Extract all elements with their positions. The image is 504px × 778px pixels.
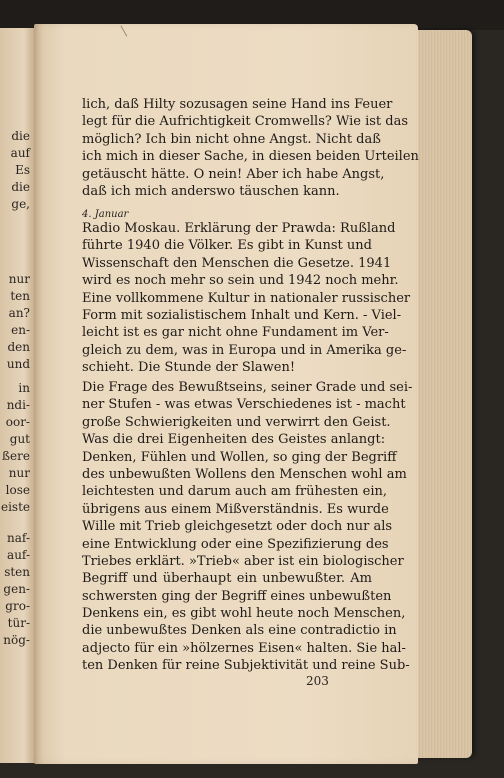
text-line: die unbewußtes Denken als eine contradictio in bbox=[82, 623, 397, 639]
text-line: gleich zu dem, was in Europa und in Amerika ge- bbox=[82, 342, 407, 358]
left-fragment-line: ten bbox=[10, 289, 30, 303]
text-line: Denkens ein, es gibt wohl heute noch Menschen, bbox=[82, 606, 406, 622]
previous-page bbox=[0, 28, 34, 763]
text-line: Was die drei Eigenheiten des Geistes anlangt: bbox=[82, 432, 386, 448]
left-fragment-line: und bbox=[6, 357, 30, 371]
text-line: lich, daß Hilty sozusagen seine Hand ins Feuer bbox=[82, 97, 393, 112]
text-line: ich mich in dieser Sache, in diesen beiden Urteilen bbox=[82, 149, 419, 165]
text-line: leicht ist es gar nicht ohne Fundament im Ver- bbox=[82, 325, 389, 341]
text-line: daß ich mich anderswo täuschen kann. bbox=[82, 183, 340, 199]
text-line: adjecto für ein »hölzernes Eisen« halten. Sie hal- bbox=[82, 640, 406, 656]
paragraph-3 bbox=[82, 379, 413, 675]
text-line: Wissenschaft den Menschen die Gesetze. 1941 bbox=[82, 255, 392, 271]
page-number: 203 bbox=[306, 674, 329, 688]
left-fragment-line: lose bbox=[5, 483, 30, 497]
text-line: legt für die Aufrichtigkeit Cromwells? Wie ist das bbox=[82, 114, 409, 130]
left-fragment-line: naf- bbox=[7, 531, 30, 545]
left-fragment-line: Es bbox=[15, 163, 30, 177]
paragraph-2 bbox=[82, 220, 411, 377]
text-line: schieht. Die Stunde der Slawen! bbox=[82, 360, 296, 376]
left-fragment-group-2 bbox=[0, 271, 30, 373]
left-fragment-line: auf bbox=[10, 146, 30, 160]
left-fragment-line: ndi- bbox=[6, 398, 30, 412]
left-fragment-group-3 bbox=[0, 380, 30, 516]
text-line: führte 1940 die Völker. Es gibt in Kunst und bbox=[82, 238, 372, 254]
left-fragment-line: eiste bbox=[0, 500, 30, 514]
left-fragment-line: nög- bbox=[3, 633, 30, 647]
left-fragment-line: tür- bbox=[7, 616, 30, 630]
text-line: Die Frage des Bewußtseins, seiner Grade und sei- bbox=[82, 380, 413, 395]
text-line: Denken, Fühlen und Wollen, so ging der Begriff bbox=[82, 449, 397, 465]
paragraph-1 bbox=[82, 96, 419, 200]
left-fragment-line: gen- bbox=[3, 582, 30, 596]
text-line: Form mit sozialistischem Inhalt und Kern. - Viel- bbox=[82, 307, 402, 323]
left-fragment-line: ßere bbox=[2, 449, 30, 463]
left-fragment-line: auf- bbox=[7, 548, 30, 562]
left-fragment-line: die bbox=[11, 180, 30, 194]
left-fragment-line: nur bbox=[8, 272, 30, 286]
text-line: getäuscht hätte. O nein! Aber ich habe Angst, bbox=[82, 166, 385, 182]
left-fragment-line: oor- bbox=[5, 415, 30, 429]
text-line: leichtesten und darum auch am frühesten ein, bbox=[82, 484, 388, 500]
page-edges bbox=[416, 30, 472, 758]
text-line: übrigens aus einem Mißverständnis. Es wurde bbox=[82, 501, 389, 517]
text-line: Begriff und überhaupt ein unbewußter. Am bbox=[82, 571, 372, 587]
text-line: wird es noch mehr so sein und 1942 noch mehr. bbox=[82, 273, 399, 289]
text-line: ten Denken für reine Subjektivität und reine Sub- bbox=[82, 658, 410, 674]
text-line: schwersten ging der Begriff eines unbewußten bbox=[82, 588, 392, 604]
left-fragment-line: den bbox=[7, 340, 30, 354]
left-fragment-line: ge, bbox=[11, 197, 30, 211]
text-line: Radio Moskau. Erklärung der Prawda: Rußland bbox=[82, 221, 396, 236]
text-line: Wille mit Trieb gleichgesetzt oder doch nur als bbox=[82, 519, 393, 535]
text-line: des unbewußten Wollens den Menschen wohl am bbox=[82, 466, 407, 482]
book-page bbox=[34, 24, 418, 764]
left-fragment-line: nur bbox=[8, 466, 30, 480]
left-fragment-line: in bbox=[18, 381, 30, 395]
text-line: Triebes erklärt. »Trieb« aber ist ein biologischer bbox=[82, 553, 404, 569]
text-line: ner Stufen - was etwas Verschiedenes ist - macht bbox=[82, 397, 406, 413]
text-line: möglich? Ich bin nicht ohne Angst. Nicht daß bbox=[82, 131, 381, 147]
left-fragment-line: gro- bbox=[5, 599, 30, 613]
left-fragment-line: en- bbox=[11, 323, 30, 337]
text-line: Eine vollkommene Kultur in nationaler russischer bbox=[82, 290, 411, 306]
left-fragment-group-4 bbox=[0, 530, 30, 649]
left-fragment-line: sten bbox=[4, 565, 30, 579]
left-fragment-line: die bbox=[11, 129, 30, 143]
text-line: große Schwierigkeiten und verwirrt den Geist. bbox=[82, 414, 391, 430]
left-fragment-line: an? bbox=[8, 306, 30, 320]
date-heading: 4. Januar bbox=[82, 209, 129, 220]
left-fragment-line: gut bbox=[9, 432, 30, 446]
left-fragment-group-1 bbox=[0, 128, 30, 213]
text-line: eine Entwicklung oder eine Spezifizierung des bbox=[82, 536, 389, 552]
